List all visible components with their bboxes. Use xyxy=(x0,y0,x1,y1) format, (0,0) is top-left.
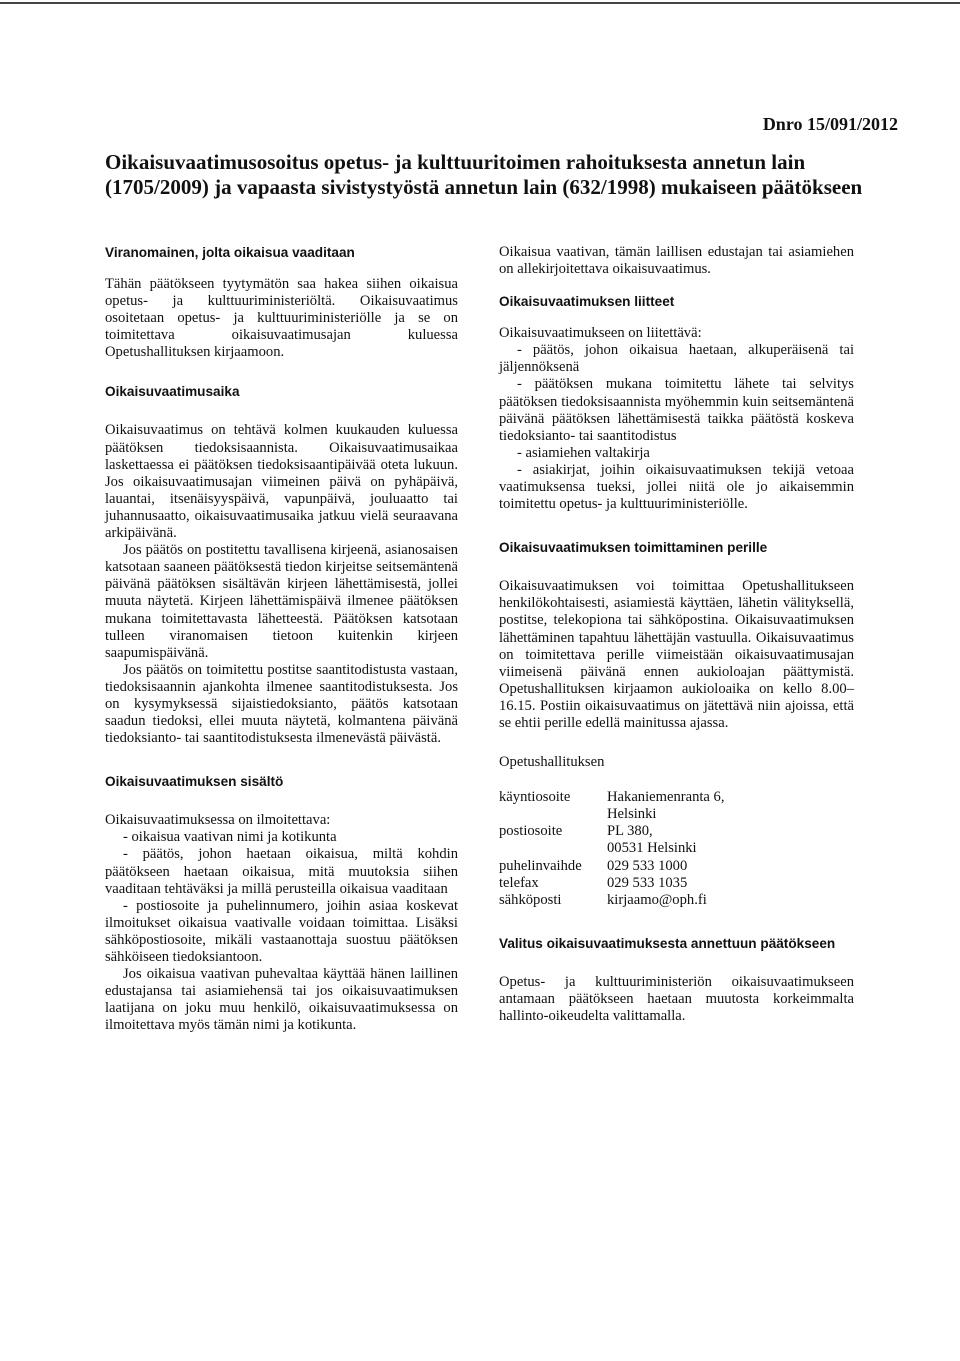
contact-table xyxy=(499,789,725,909)
contact-value: 00531 Helsinki xyxy=(607,840,697,857)
attachments-intro: Oikaisuvaatimukseen on liitettävä: xyxy=(499,325,702,342)
contact-value: Hakaniemenranta 6, xyxy=(607,789,725,806)
content-item-3: - postiosoite ja puhelinnumero, joihin asiaa koskevat ilmoitukset oikaisua vaativalle voidaan toimittaa. Lisäksi sähköpostiosoite, mikäli vastaanottaja suostuu päätöksen sähköiseen tiedoksiantoon. xyxy=(105,897,458,965)
content-heading: Oikaisuvaatimuksen sisältö xyxy=(105,774,284,790)
signature-text: Oikaisua vaativan, tämän laillisen edustajan tai asiamiehen on allekirjoitettava oikaisuvaatimus. xyxy=(499,244,854,278)
contact-row xyxy=(499,806,725,823)
contact-row xyxy=(499,858,725,875)
attachments-item-2: - päätöksen mukana toimitettu lähete tai selvitys päätöksen tiedoksisaannista myöhemmin kuin seitsemäntenä päivänä päätöksen lähettämisestä taikka päätöstä koskeva tiedoksianto- tai saantitodistus xyxy=(499,376,854,444)
content-paragraph-4: Jos oikaisua vaativan puhevaltaa käyttää hänen laillinen edustajansa tai asiamiehensä tai jos oikaisuvaatimuksen laatijana on joku muu henkilö, oikaisuvaatimuksessa on ilmoitettava myös tämän nimi ja kotikunta. xyxy=(105,966,458,1034)
authority-heading: Viranomainen, jolta oikaisua vaaditaan xyxy=(105,245,355,260)
content-intro: Oikaisuvaatimuksessa on ilmoitettava: xyxy=(105,812,331,829)
right-column xyxy=(499,244,854,1025)
contact-value: 029 533 1000 xyxy=(607,857,688,874)
contact-label xyxy=(499,840,607,857)
contact-label xyxy=(499,806,607,823)
period-paragraph-3: Jos päätös on toimitettu postitse saantitodistusta vastaan, tiedoksisaannin ajankohta ilmenee saantitodistuksesta. Jos on kysymyksessä sijaistiedoksianto, päätös katsotaan saadun tiedoksi, ellei muuta näytetä, kolmantena päivänä tiedoksianto- tai saantitodistuksesta ilmenevästä päivästä. xyxy=(105,661,458,747)
contact-label: sähköposti xyxy=(499,891,562,908)
appeal-text: Opetus- ja kulttuuriministeriön oikaisuvaatimukseen antamaan päätökseen haetaan muutosta korkeimmalta hallinto-oikeudelta valittamalla. xyxy=(499,973,854,1024)
contact-value: 029 533 1035 xyxy=(607,874,688,891)
left-column xyxy=(105,244,458,1034)
contact-row xyxy=(499,875,725,892)
top-rule xyxy=(0,2,960,4)
contact-label: telefax xyxy=(499,874,539,891)
contact-row xyxy=(499,840,725,857)
period-paragraph-1: Oikaisuvaatimus on tehtävä kolmen kuukauden kuluessa päätöksen tiedoksisaannista. Oikaisuvaatimusaikaa laskettaessa ei päätöksen tiedoksisaantipäivää oteta lukuun. Jos oikaisuvaatimusajan viimeinen päivä on pyhäpäivä, lauantai, itsenäisyyspäivä, vapunpäivä, jouluaatto tai juhannusaatto, oikaisuvaatimusaika jatkuu vielä seuraavana arkipäivänä. xyxy=(105,422,458,542)
document-number: Dnro 15/091/2012 xyxy=(762,114,898,134)
appeal-heading: Valitus oikaisuvaatimuksesta annettuun päätökseen xyxy=(499,935,836,951)
contact-email: kirjaamo@oph.fi xyxy=(607,891,707,908)
contact-label: puhelinvaihde xyxy=(499,857,582,874)
page-title: Oikaisuvaatimusosoitus opetus- ja kulttuuritoimen rahoituksesta annetun lain (1705/2009) ja vapaasta sivistystyöstä annetun lain (632/1998) mukaiseen päätökseen xyxy=(105,150,863,199)
office-name: Opetushallituksen xyxy=(499,754,605,771)
delivery-paragraph: Oikaisuvaatimuksen voi toimittaa Opetushallitukseen henkilökohtaisesti, asiamiestä käyttäen, lähetin välityksellä, postitse, telekopiona tai sähköpostina. Oikaisuvaatimuksen lähettäminen tapahtuu lähettäjän vastuulla. Oikaisuvaatimus on toimitettava perille viimeistään oikaisuvaatimusajan viimeisenä päivänä ennen aukioloajan päättymistä. Opetushallituksen kirjaamon aukioloaika on kello 8.00–16.15. Postiin oikaisuvaatimus on jätettävä niin ajoissa, että se ehtii perille edellä mainitussa ajassa. xyxy=(499,578,854,731)
period-heading: Oikaisuvaatimusaika xyxy=(105,384,240,400)
attachments-item-1: - päätös, johon oikaisua haetaan, alkuperäisenä tai jäljennöksenä xyxy=(499,342,854,376)
content-item-2: - päätös, johon haetaan oikaisua, miltä kohdin päätökseen haetaan oikaisua, mitä muutoksia siihen vaaditaan tehtäväksi ja millä perusteilla oikaisua vaaditaan xyxy=(105,846,458,897)
contact-row xyxy=(499,789,725,806)
content-item-1: - oikaisua vaativan nimi ja kotikunta xyxy=(123,829,337,846)
contact-value: Helsinki xyxy=(607,806,657,823)
delivery-heading: Oikaisuvaatimuksen toimittaminen perille xyxy=(499,540,768,556)
authority-text: Tähän päätökseen tyytymätön saa hakea siihen oikaisua opetus- ja kulttuuriministeriöltä. Oikaisuvaatimus osoitetaan opetus- ja kulttuuriministeriölle ja se on toimitettava oikaisuvaatimusajan kuluessa Opetushallituksen kirjaamoon. xyxy=(105,276,458,361)
contact-label: postiosoite xyxy=(499,823,563,840)
contact-value: PL 380, xyxy=(607,823,653,840)
attachments-heading: Oikaisuvaatimuksen liitteet xyxy=(499,294,675,310)
period-paragraph-2: Jos päätös on postitettu tavallisena kirjeenä, asianosaisen katsotaan saaneen päätöksestä tiedon kirjeitse seitsemäntenä päivänä päätöksen sisältävän kirjeen lähettämisestä, jollei muuta näytetä. Kirjeen lähettämispäivä ilmenee päätöksen mukana toimitettavasta lähetteestä. Päätöksen katsotaan tulleen viranomaisen tietoon kuitenkin kirjeen saapumispäivänä. xyxy=(105,542,458,661)
contact-row xyxy=(499,823,725,840)
attachments-item-4: - asiakirjat, joihin oikaisuvaatimuksen tekijä vetoaa vaatimuksensa tueksi, jollei niitä ole jo aikaisemmin toimitettu opetus- ja kulttuuriministeriölle. xyxy=(499,461,854,513)
contact-row xyxy=(499,892,725,909)
contact-label: käyntiosoite xyxy=(499,789,571,806)
attachments-item-3: - asiamiehen valtakirja xyxy=(517,444,650,461)
